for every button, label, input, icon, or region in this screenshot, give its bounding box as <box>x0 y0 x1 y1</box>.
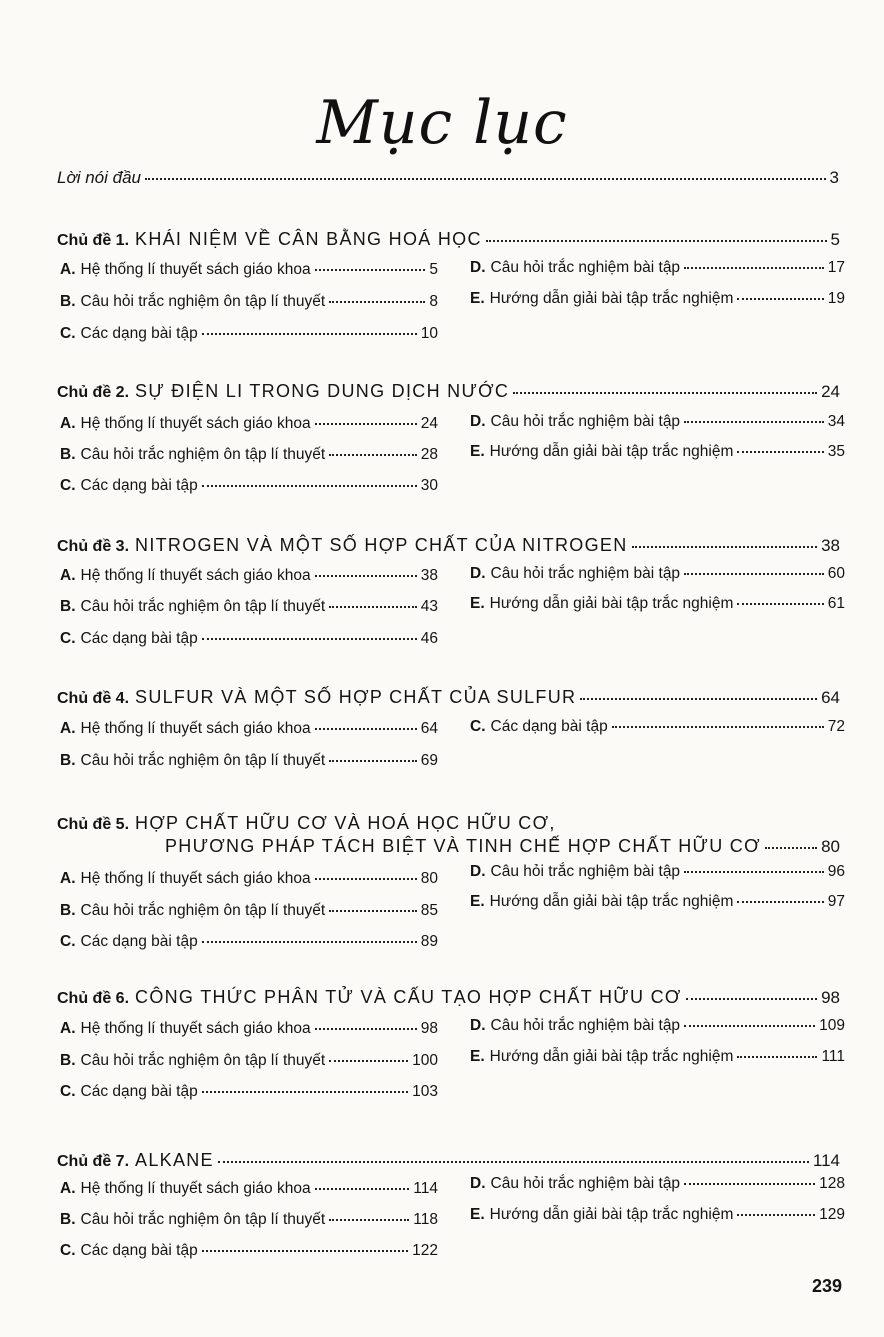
subentry-letter: D. <box>470 413 486 430</box>
dot-leader <box>329 454 417 456</box>
chapter-prefix: Chủ đề 4. <box>57 690 130 707</box>
toc-subentry[interactable] <box>470 565 845 583</box>
toc-entry-label: Lời nói đầu <box>57 168 142 187</box>
subentry-letter: C. <box>60 477 76 494</box>
chapter-prefix: Chủ đề 1. <box>57 232 130 249</box>
chapter-page: 24 <box>821 382 840 401</box>
subentry-text: Câu hỏi trắc nghiệm bài tập <box>490 1017 681 1034</box>
dot-leader <box>202 941 417 943</box>
subentry-page: 64 <box>420 720 438 737</box>
dot-leader <box>315 728 417 730</box>
toc-subentry[interactable] <box>470 413 845 431</box>
toc-subentry[interactable] <box>60 325 438 343</box>
subentry-page: 103 <box>412 1083 438 1100</box>
chapter-prefix: Chủ đề 6. <box>57 990 130 1007</box>
subentry-letter: A. <box>60 261 76 278</box>
toc-subentry[interactable] <box>470 718 845 736</box>
dot-leader <box>580 698 817 700</box>
toc-subentry[interactable] <box>60 933 438 951</box>
dot-leader <box>329 760 417 762</box>
subentry-text: Hệ thống lí thuyết sách giáo khoa <box>80 1180 311 1197</box>
subentry-letter: A. <box>60 720 76 737</box>
dot-leader <box>329 910 417 912</box>
dot-leader <box>737 451 823 453</box>
chapter-3-heading[interactable] <box>57 535 840 556</box>
chapter-5-heading-line1[interactable] <box>57 813 556 834</box>
subentry-page: 111 <box>821 1048 845 1065</box>
subentry-page: 34 <box>827 413 845 430</box>
dot-leader <box>145 178 826 180</box>
dot-leader <box>329 1060 408 1062</box>
chapter-5-heading[interactable] <box>165 836 840 857</box>
toc-subentry[interactable] <box>60 567 438 585</box>
dot-leader <box>632 546 818 548</box>
subentry-text: Hướng dẫn giải bài tập trắc nghiệm <box>489 1206 734 1223</box>
subentry-text: Câu hỏi trắc nghiệm bài tập <box>490 259 681 276</box>
subentry-letter: B. <box>60 1052 76 1069</box>
subentry-text: Câu hỏi trắc nghiệm ôn tập lí thuyết <box>80 1211 326 1228</box>
dot-leader <box>513 392 817 394</box>
dot-leader <box>737 901 823 903</box>
subentry-letter: B. <box>60 293 76 310</box>
chapter-1-heading[interactable] <box>57 229 840 250</box>
subentry-page: 17 <box>827 259 845 276</box>
subentry-page: 97 <box>827 893 845 910</box>
chapter-prefix: Chủ đề 5. <box>57 816 130 833</box>
subentry-page: 114 <box>413 1180 438 1197</box>
subentry-page: 10 <box>420 325 438 342</box>
chapter-title-line1: HỢP CHẤT HỮU CƠ VÀ HOÁ HỌC HỮU CƠ, <box>135 813 556 833</box>
subentry-page: 5 <box>429 261 438 278</box>
chapter-page: 80 <box>821 837 840 856</box>
subentry-letter: A. <box>60 870 76 887</box>
dot-leader <box>684 421 824 423</box>
subentry-letter: D. <box>470 863 486 880</box>
dot-leader <box>315 1028 417 1030</box>
chapter-title: PHƯƠNG PHÁP TÁCH BIỆT VÀ TINH CHẾ HỢP CHẤT HỮU CƠ <box>165 836 761 856</box>
dot-leader <box>684 1025 815 1027</box>
subentry-text: Hướng dẫn giải bài tập trắc nghiệm <box>489 595 734 612</box>
subentry-letter: C. <box>60 933 76 950</box>
chapter-title: SỰ ĐIỆN LI TRONG DUNG DỊCH NƯỚC <box>135 381 510 401</box>
dot-leader <box>218 1161 809 1163</box>
toc-subentry[interactable] <box>60 477 438 495</box>
dot-leader <box>329 1219 409 1221</box>
subentry-letter: E. <box>470 443 485 460</box>
dot-leader <box>737 298 823 300</box>
subentry-text: Các dạng bài tập <box>80 1242 198 1259</box>
toc-subentry[interactable] <box>60 630 438 648</box>
subentry-letter: C. <box>60 1083 76 1100</box>
subentry-letter: B. <box>60 598 76 615</box>
chapter-2-heading[interactable] <box>57 381 840 402</box>
subentry-text: Câu hỏi trắc nghiệm ôn tập lí thuyết <box>80 1052 326 1069</box>
subentry-text: Câu hỏi trắc nghiệm ôn tập lí thuyết <box>80 446 326 463</box>
subentry-letter: D. <box>470 1017 486 1034</box>
toc-subentry[interactable] <box>60 293 438 311</box>
toc-subentry[interactable] <box>60 1052 438 1070</box>
dot-leader <box>486 240 827 242</box>
dot-leader <box>684 267 824 269</box>
dot-leader <box>315 878 417 880</box>
dot-leader <box>329 606 417 608</box>
dot-leader <box>315 423 417 425</box>
dot-leader <box>684 1183 815 1185</box>
subentry-letter: C. <box>60 630 76 647</box>
toc-subentry[interactable] <box>60 415 438 433</box>
subentry-letter: A. <box>60 1020 76 1037</box>
subentry-letter: A. <box>60 1180 76 1197</box>
chapter-6-heading[interactable] <box>57 987 840 1008</box>
page-number: 239 <box>812 1276 843 1296</box>
subentry-letter: A. <box>60 567 76 584</box>
toc-subentry[interactable] <box>60 1020 438 1038</box>
subentry-page: 72 <box>827 718 845 735</box>
chapter-4-heading[interactable] <box>57 687 840 708</box>
subentry-text: Câu hỏi trắc nghiệm bài tập <box>490 565 681 582</box>
dot-leader <box>202 333 417 335</box>
subentry-page: 43 <box>420 598 438 615</box>
subentry-letter: C. <box>470 718 486 735</box>
subentry-text: Hệ thống lí thuyết sách giáo khoa <box>80 567 311 584</box>
dot-leader <box>686 998 817 1000</box>
dot-leader <box>202 1250 408 1252</box>
chapter-page: 98 <box>821 988 840 1007</box>
chapter-title: NITROGEN VÀ MỘT SỐ HỢP CHẤT CỦA NITROGEN <box>135 535 628 555</box>
toc-entry-page: 3 <box>829 168 839 187</box>
subentry-page: 109 <box>819 1017 845 1034</box>
subentry-text: Hệ thống lí thuyết sách giáo khoa <box>80 870 311 887</box>
subentry-text: Hướng dẫn giải bài tập trắc nghiệm <box>489 443 734 460</box>
dot-leader <box>737 1056 817 1058</box>
subentry-letter: D. <box>470 565 486 582</box>
subentry-letter: E. <box>470 893 485 910</box>
dot-leader <box>612 726 824 728</box>
chapter-page: 5 <box>830 230 840 249</box>
chapter-page: 114 <box>812 1151 840 1170</box>
dot-leader <box>202 638 417 640</box>
subentry-letter: E. <box>470 290 485 307</box>
dot-leader <box>202 1091 408 1093</box>
toc-subentry[interactable] <box>60 752 438 770</box>
subentry-text: Các dạng bài tập <box>80 325 198 342</box>
dot-leader <box>765 847 817 849</box>
dot-leader <box>329 301 425 303</box>
dot-leader <box>684 573 824 575</box>
toc-subentry[interactable] <box>60 446 438 464</box>
toc-subentry[interactable] <box>60 1242 438 1260</box>
subentry-page: 61 <box>827 595 845 612</box>
chapter-page: 38 <box>821 536 840 555</box>
chapter-title: KHÁI NIỆM VỀ CÂN BẰNG HOÁ HỌC <box>135 229 482 249</box>
subentry-letter: B. <box>60 446 76 463</box>
subentry-text: Các dạng bài tập <box>80 1083 198 1100</box>
subentry-page: 118 <box>413 1211 438 1228</box>
subentry-text: Hướng dẫn giải bài tập trắc nghiệm <box>489 290 734 307</box>
toc-subentry[interactable] <box>60 902 438 920</box>
chapter-prefix: Chủ đề 3. <box>57 538 130 555</box>
chapter-title: SULFUR VÀ MỘT SỐ HỢP CHẤT CỦA SULFUR <box>135 687 577 707</box>
subentry-page: 80 <box>420 870 438 887</box>
subentry-text: Câu hỏi trắc nghiệm ôn tập lí thuyết <box>80 598 326 615</box>
subentry-page: 69 <box>420 752 438 769</box>
subentry-text: Hướng dẫn giải bài tập trắc nghiệm <box>489 1048 734 1065</box>
toc-subentry[interactable] <box>470 259 845 277</box>
subentry-text: Câu hỏi trắc nghiệm bài tập <box>490 1175 681 1192</box>
dot-leader <box>315 269 426 271</box>
page-title: Mục lục <box>316 88 568 158</box>
subentry-text: Các dạng bài tập <box>490 718 608 735</box>
subentry-text: Câu hỏi trắc nghiệm bài tập <box>490 413 681 430</box>
toc-subentry[interactable] <box>60 1180 438 1198</box>
toc-subentry[interactable] <box>470 1175 845 1193</box>
subentry-page: 128 <box>819 1175 845 1192</box>
subentry-text: Hệ thống lí thuyết sách giáo khoa <box>80 1020 311 1037</box>
subentry-page: 30 <box>420 477 438 494</box>
subentry-letter: E. <box>470 595 485 612</box>
toc-subentry[interactable] <box>470 595 845 613</box>
subentry-letter: B. <box>60 1211 76 1228</box>
subentry-letter: D. <box>470 259 486 276</box>
subentry-text: Câu hỏi trắc nghiệm ôn tập lí thuyết <box>80 752 326 769</box>
toc-subentry[interactable] <box>60 1083 438 1101</box>
subentry-page: 98 <box>420 1020 438 1037</box>
subentry-page: 122 <box>412 1242 438 1259</box>
dot-leader <box>315 1188 410 1190</box>
subentry-page: 85 <box>420 902 438 919</box>
chapter-title: ALKANE <box>135 1150 214 1170</box>
subentry-letter: E. <box>470 1206 485 1223</box>
toc-subentry[interactable] <box>470 893 845 911</box>
subentry-page: 89 <box>420 933 438 950</box>
subentry-letter: B. <box>60 752 76 769</box>
toc-subentry[interactable] <box>60 261 438 279</box>
toc-subentry[interactable] <box>60 1211 438 1229</box>
subentry-letter: A. <box>60 415 76 432</box>
toc-subentry[interactable] <box>470 1206 845 1224</box>
toc-subentry[interactable] <box>60 598 438 616</box>
subentry-text: Hệ thống lí thuyết sách giáo khoa <box>80 261 311 278</box>
subentry-page: 129 <box>819 1206 845 1223</box>
subentry-page: 24 <box>420 415 438 432</box>
subentry-text: Câu hỏi trắc nghiệm ôn tập lí thuyết <box>80 902 326 919</box>
subentry-page: 8 <box>429 293 438 310</box>
subentry-letter: C. <box>60 1242 76 1259</box>
subentry-text: Câu hỏi trắc nghiệm bài tập <box>490 863 681 880</box>
dot-leader <box>684 871 824 873</box>
chapter-page: 64 <box>821 688 840 707</box>
subentry-page: 100 <box>412 1052 438 1069</box>
subentry-text: Các dạng bài tập <box>80 933 198 950</box>
dot-leader <box>315 575 417 577</box>
subentry-text: Hướng dẫn giải bài tập trắc nghiệm <box>489 893 734 910</box>
dot-leader <box>202 485 417 487</box>
chapter-7-heading[interactable] <box>57 1150 840 1171</box>
dot-leader <box>737 1214 815 1216</box>
toc-entry-preface[interactable] <box>57 168 839 188</box>
toc-subentry[interactable] <box>470 1017 845 1035</box>
subentry-page: 96 <box>827 863 845 880</box>
subentry-text: Các dạng bài tập <box>80 477 198 494</box>
subentry-page: 46 <box>420 630 438 647</box>
toc-subentry[interactable] <box>60 720 438 738</box>
subentry-text: Các dạng bài tập <box>80 630 198 647</box>
subentry-text: Câu hỏi trắc nghiệm ôn tập lí thuyết <box>80 293 326 310</box>
subentry-page: 38 <box>420 567 438 584</box>
subentry-letter: E. <box>470 1048 485 1065</box>
subentry-page: 19 <box>827 290 845 307</box>
subentry-text: Hệ thống lí thuyết sách giáo khoa <box>80 720 311 737</box>
chapter-prefix: Chủ đề 2. <box>57 384 130 401</box>
toc-subentry[interactable] <box>470 290 845 308</box>
subentry-letter: D. <box>470 1175 486 1192</box>
toc-subentry[interactable] <box>60 870 438 888</box>
subentry-letter: B. <box>60 902 76 919</box>
toc-subentry[interactable] <box>470 1048 845 1066</box>
chapter-title: CÔNG THỨC PHÂN TỬ VÀ CẤU TẠO HỢP CHẤT HỮU CƠ <box>135 987 682 1007</box>
toc-subentry[interactable] <box>470 443 845 461</box>
chapter-prefix: Chủ đề 7. <box>57 1153 130 1170</box>
subentry-text: Hệ thống lí thuyết sách giáo khoa <box>80 415 311 432</box>
subentry-page: 60 <box>827 565 845 582</box>
subentry-page: 35 <box>827 443 845 460</box>
toc-subentry[interactable] <box>470 863 845 881</box>
dot-leader <box>737 603 823 605</box>
subentry-letter: C. <box>60 325 76 342</box>
subentry-page: 28 <box>420 446 438 463</box>
